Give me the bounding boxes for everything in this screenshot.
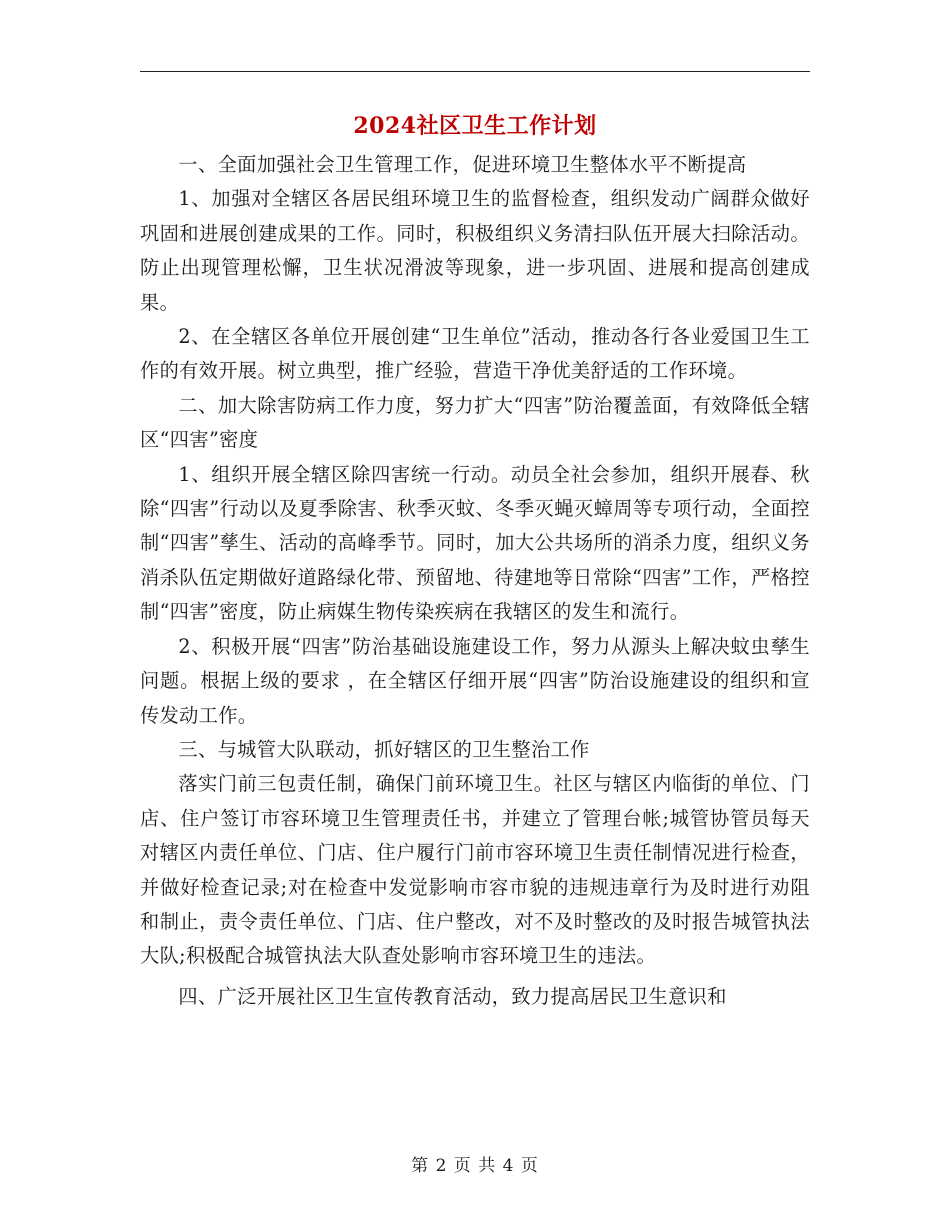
paragraph-2-2: 2、积极开展“四害”防治基础设施建设工作，努力从源头上解决蚊虫孳生问题。根据上级的要求 ，在全辖区仔细开展“四害”防治设施建设的组织和宣传发动工作。	[140, 634, 810, 727]
page-footer	[140, 1153, 810, 1179]
document-body	[140, 148, 810, 1014]
paragraph-1-2: 2、在全辖区各单位开展创建“卫生单位”活动，推动各行各业爱国卫生工作的有效开展。树立典型，推广经验，营造干净优美舒适的工作环境。	[140, 325, 810, 383]
header-rule	[140, 71, 810, 72]
paragraph-3-1: 落实门前三包责任制，确保门前环境卫生。社区与辖区内临街的单位、门店、住户签订市容环境卫生管理责任书，并建立了管理台帐;城管协管员每天对辖区内责任单位、门店、住户履行门前市容环境卫生责任制情况进行检查，并做好检查记录;对在检查中发觉影响市容市貌的违规违章行为及时进行劝阻和制止，责令责任单位、门店、住户整改，对不及时整改的及时报告城管执法大队;积极配合城管执法大队查处影响市容环境卫生的违法。	[140, 772, 810, 968]
paragraph-1-1: 1、加强对全辖区各居民组环境卫生的监督检查，组织发动广阔群众做好巩固和进展创建成果的工作。同时，积极组织义务清扫队伍开展大扫除活动。防止出现管理松懈，卫生状况滑波等现象，进一步巩固、进展和提高创建成果。	[140, 187, 810, 314]
section-heading-2: 二、加大除害防病工作力度，努力扩大“四害”防治覆盖面，有效降低全辖区“四害”密度	[140, 393, 810, 452]
page-number-label: 第 2 页 共 4 页	[411, 1156, 539, 1176]
paragraph-2-1: 1、组织开展全辖区除四害统一行动。动员全社会参加，组织开展春、秋除“四害”行动以及夏季除害、秋季灭蚊、冬季灭蝇灭蟑周等专项行动，全面控制“四害”孳生、活动的高峰季节。同时，加大公共场所的消杀力度，组织义务消杀队伍定期做好道路绿化带、预留地、待建地等日常除“四害”工作，严格控制“四害”密度，防止病媒生物传染疾病在我辖区的发生和流行。	[140, 462, 810, 624]
section-heading-3: 三、与城管大队联动，抓好辖区的卫生整治工作	[178, 737, 590, 761]
section-heading-4: 四、广泛开展社区卫生宣传教育活动，致力提高居民卫生意识和	[178, 984, 727, 1008]
section-heading-1: 一、全面加强社会卫生管理工作，促进环境卫生整体水平不断提高	[178, 153, 747, 176]
document-title: 2024社区卫生工作计划	[353, 113, 597, 139]
